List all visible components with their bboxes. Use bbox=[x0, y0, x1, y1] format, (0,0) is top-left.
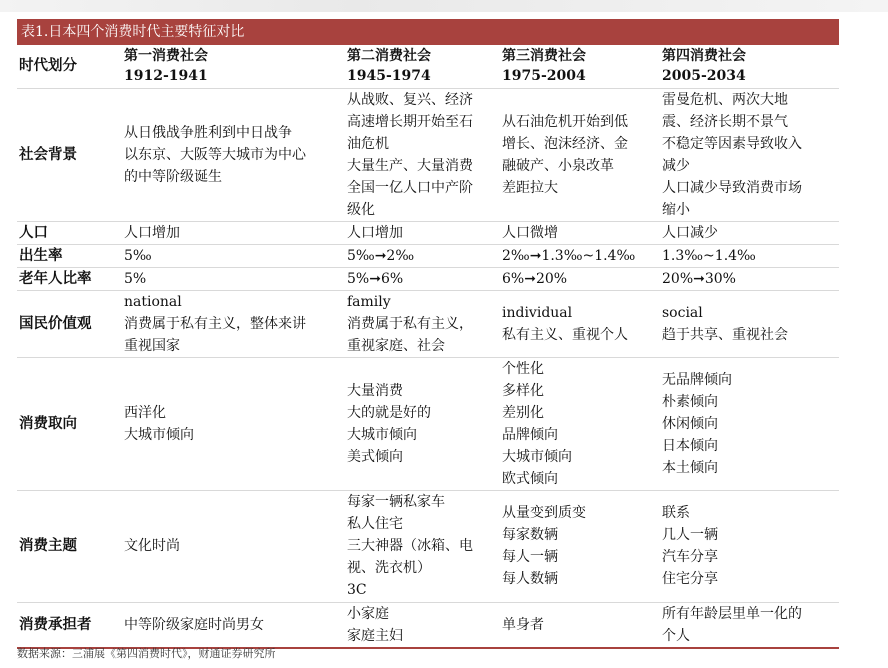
cell-line: 从日俄战争胜利到中日战争 bbox=[124, 124, 292, 141]
table-cell bbox=[500, 267, 660, 290]
row-label: 人口 bbox=[17, 221, 122, 244]
era-name: 第三消费社会 bbox=[502, 48, 586, 65]
table-cell bbox=[345, 221, 500, 244]
cell-line: 消费属于私有主义， bbox=[347, 315, 473, 332]
cell-line: 全国一亿人口中产阶 bbox=[347, 179, 473, 196]
era-header bbox=[122, 45, 345, 88]
cell-line: 5%➞6% bbox=[347, 270, 404, 287]
table-cell bbox=[345, 267, 500, 290]
cell-line: 从战败、复兴、经济 bbox=[347, 91, 473, 108]
cell-line: 朴素倾向 bbox=[662, 393, 718, 410]
cell-line: 日本倾向 bbox=[662, 437, 718, 454]
table-cell bbox=[660, 602, 839, 648]
cell-line: 差距拉大 bbox=[502, 179, 558, 196]
data-source-note: 数据来源：三浦展《第四消费时代》，财通证券研究所 bbox=[17, 647, 276, 660]
table-row bbox=[17, 244, 839, 267]
row-label: 出生率 bbox=[17, 244, 122, 267]
table-cell bbox=[660, 357, 839, 490]
table-cell bbox=[500, 357, 660, 490]
cell-line: 个性化 bbox=[502, 360, 544, 377]
table-cell bbox=[660, 267, 839, 290]
cell-line: 3C bbox=[347, 582, 367, 598]
table-row bbox=[17, 267, 839, 290]
cell-line: 不稳定等因素导致收入 bbox=[662, 135, 802, 152]
cell-line: 私人住宅 bbox=[347, 516, 403, 532]
cell-line: 美式倾向 bbox=[347, 448, 403, 465]
cell-line: 中等阶级家庭时尚男女 bbox=[124, 616, 264, 633]
cell-line: 人口微增 bbox=[502, 224, 558, 241]
table-row bbox=[17, 602, 839, 648]
table-cell bbox=[122, 602, 345, 648]
era-years: 1912-1941 bbox=[124, 68, 208, 85]
table-cell bbox=[500, 88, 660, 221]
table-cell bbox=[122, 490, 345, 602]
cell-line: individual bbox=[502, 304, 573, 321]
cell-line: 大的就是好的 bbox=[347, 404, 431, 421]
table-cell bbox=[660, 490, 839, 602]
table-cell bbox=[660, 244, 839, 267]
table-cell bbox=[345, 602, 500, 648]
era-header bbox=[500, 45, 660, 88]
cell-line: 单身者 bbox=[502, 616, 544, 633]
table-cell bbox=[122, 290, 345, 357]
cell-line: 从量变到质变 bbox=[502, 505, 586, 521]
cell-line: 小家庭 bbox=[347, 605, 389, 622]
cell-line: 汽车分享 bbox=[662, 549, 718, 565]
header-row bbox=[17, 45, 839, 88]
cell-line: 重视国家 bbox=[124, 337, 180, 354]
table-row bbox=[17, 88, 839, 221]
table-cell bbox=[345, 290, 500, 357]
cell-line: 5% bbox=[124, 270, 147, 287]
cell-line: family bbox=[347, 293, 391, 310]
cell-line: 每人一辆 bbox=[502, 549, 558, 565]
cell-line: 雷曼危机、两次大地 bbox=[662, 91, 788, 108]
table-cell bbox=[500, 244, 660, 267]
cell-line: social bbox=[662, 304, 703, 321]
row-label: 消费承担者 bbox=[17, 602, 122, 648]
table-cell bbox=[500, 290, 660, 357]
era-years: 1945-1974 bbox=[347, 68, 431, 85]
table-cell bbox=[122, 267, 345, 290]
cell-line: 6%➞20% bbox=[502, 270, 568, 287]
era-years: 2005-2034 bbox=[662, 68, 746, 85]
cell-line: 几人一辆 bbox=[662, 527, 718, 543]
cell-line: 每家数辆 bbox=[502, 527, 558, 543]
cell-line: 欧式倾向 bbox=[502, 470, 558, 487]
cell-line: 大城市倾向 bbox=[502, 448, 572, 465]
row-label: 国民价值观 bbox=[17, 290, 122, 357]
era-name: 第二消费社会 bbox=[347, 48, 431, 65]
table-cell bbox=[500, 221, 660, 244]
table-cell bbox=[345, 244, 500, 267]
cell-line: 联系 bbox=[662, 505, 690, 521]
cell-line: 住宅分享 bbox=[662, 571, 718, 587]
cell-line: 从石油危机开始到低 bbox=[502, 113, 628, 130]
cell-line: 私有主义、重视个人 bbox=[502, 326, 628, 343]
cell-line: 缩小 bbox=[662, 201, 690, 218]
cell-line: 每人数辆 bbox=[502, 571, 558, 587]
table-title: 表1.日本四个消费时代主要特征对比 bbox=[17, 19, 839, 45]
cell-line: 人口增加 bbox=[347, 224, 403, 241]
cell-line: 文化时尚 bbox=[124, 538, 180, 554]
table-cell bbox=[122, 244, 345, 267]
cell-line: 无品牌倾向 bbox=[662, 371, 732, 388]
cell-line: 5‰➞2‰ bbox=[347, 247, 415, 264]
cell-line: 所有年龄层里单一化的 bbox=[662, 605, 802, 622]
top-decoration-strip bbox=[0, 0, 888, 12]
cell-line: 多样化 bbox=[502, 382, 544, 399]
cell-line: 重视家庭、社会 bbox=[347, 337, 445, 354]
cell-line: national bbox=[124, 293, 182, 310]
table-cell bbox=[660, 221, 839, 244]
table-row bbox=[17, 357, 839, 490]
row-label: 老年人比率 bbox=[17, 267, 122, 290]
cell-line: 融破产、小泉改革 bbox=[502, 157, 614, 174]
table-cell bbox=[122, 221, 345, 244]
cell-line: 视、洗衣机） bbox=[347, 560, 431, 576]
table-cell bbox=[500, 490, 660, 602]
table-cell bbox=[500, 602, 660, 648]
cell-line: 消费属于私有主义，整体来讲 bbox=[124, 315, 306, 332]
row-label: 社会背景 bbox=[17, 88, 122, 221]
cell-line: 的中等阶级诞生 bbox=[124, 168, 222, 185]
cell-line: 三大神器（冰箱、电 bbox=[347, 538, 473, 554]
cell-line: 趋于共享、重视社会 bbox=[662, 326, 788, 343]
cell-line: 大量生产、大量消费 bbox=[347, 157, 473, 174]
cell-line: 西洋化 bbox=[124, 404, 166, 421]
cell-line: 每家一辆私家车 bbox=[347, 494, 445, 510]
cell-line: 本土倾向 bbox=[662, 459, 718, 476]
era-name: 第四消费社会 bbox=[662, 48, 746, 65]
cell-line: 家庭主妇 bbox=[347, 627, 403, 644]
header-label: 时代划分 bbox=[17, 45, 122, 88]
cell-line: 高速增长期开始至石 bbox=[347, 113, 473, 130]
era-header bbox=[660, 45, 839, 88]
cell-line: 1.3‰~1.4‰ bbox=[662, 247, 756, 264]
era-years: 1975-2004 bbox=[502, 68, 586, 85]
cell-line: 人口增加 bbox=[124, 224, 180, 241]
cell-line: 大城市倾向 bbox=[124, 426, 194, 443]
table-row bbox=[17, 490, 839, 602]
cell-line: 人口减少导致消费市场 bbox=[662, 179, 802, 196]
table-cell bbox=[345, 357, 500, 490]
cell-line: 差别化 bbox=[502, 404, 544, 421]
cell-line: 休闲倾向 bbox=[662, 415, 718, 432]
table-cell bbox=[660, 290, 839, 357]
cell-line: 品牌倾向 bbox=[502, 426, 558, 443]
cell-line: 以东京、大阪等大城市为中心 bbox=[124, 146, 306, 163]
cell-line: 大城市倾向 bbox=[347, 426, 417, 443]
cell-line: 大量消费 bbox=[347, 382, 403, 399]
table-cell bbox=[122, 88, 345, 221]
table-cell bbox=[660, 88, 839, 221]
table-cell bbox=[345, 88, 500, 221]
era-name: 第一消费社会 bbox=[124, 48, 208, 65]
cell-line: 5‰ bbox=[124, 247, 152, 264]
era-comparison-table bbox=[17, 45, 839, 649]
cell-line: 个人 bbox=[662, 627, 690, 644]
cell-line: 人口减少 bbox=[662, 224, 718, 241]
table-cell bbox=[122, 357, 345, 490]
cell-line: 增长、泡沫经济、金 bbox=[502, 135, 628, 152]
row-label: 消费取向 bbox=[17, 357, 122, 490]
era-header bbox=[345, 45, 500, 88]
cell-line: 减少 bbox=[662, 157, 690, 174]
cell-line: 油危机 bbox=[347, 135, 389, 152]
row-label: 消费主题 bbox=[17, 490, 122, 602]
cell-line: 20%➞30% bbox=[662, 270, 736, 287]
cell-line: 级化 bbox=[347, 201, 375, 218]
table-row bbox=[17, 290, 839, 357]
table-cell bbox=[345, 490, 500, 602]
cell-line: 震、经济长期不景气 bbox=[662, 113, 788, 130]
cell-line: 2‰➞1.3‰~1.4‰ bbox=[502, 247, 636, 264]
table-row bbox=[17, 221, 839, 244]
